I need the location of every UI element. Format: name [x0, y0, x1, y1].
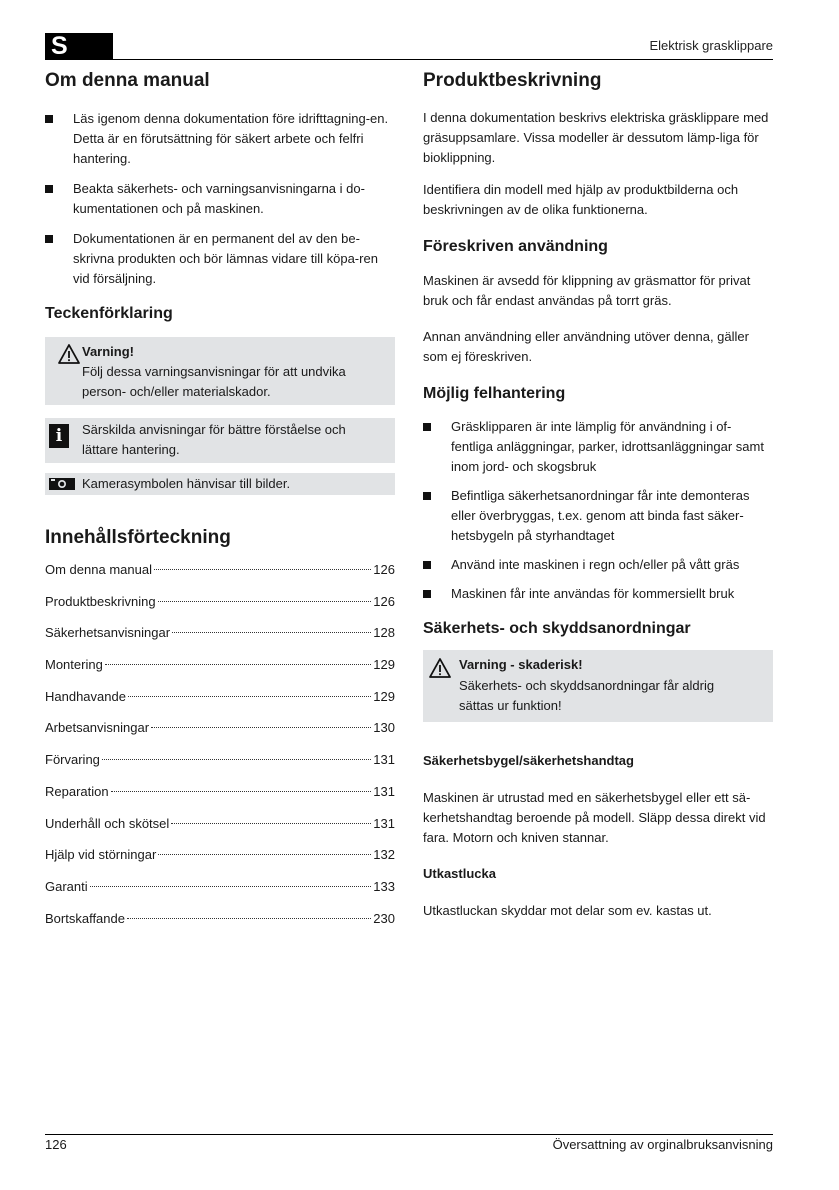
toc-leader: [158, 601, 372, 602]
toc-page: 131: [373, 815, 395, 831]
intended-use-paragraph-1: Maskinen är avsedd för klippning av gräsmattor för privat bruk och får endast användas på torrt gräs.: [423, 273, 751, 308]
info-text: Särskilda anvisningar för bättre förståelse och lättare hantering.: [82, 422, 346, 457]
list-item: Dokumentationen är en permanent del av den be-skrivna produkten och bör lämnas vidare till köpa-ren vid försäljning.: [45, 229, 395, 289]
intended-use-paragraph-2: Annan användning eller användning utöver denna, gäller som ej föreskriven.: [423, 329, 749, 364]
warning-triangle-icon: [58, 344, 80, 364]
toc-title: Arbetsanvisningar: [45, 720, 150, 736]
warning-legend-box: [45, 337, 395, 405]
page-number: 126: [45, 1137, 67, 1152]
list-item: Använd inte maskinen i regn och/eller på vått gräs: [423, 555, 773, 575]
toc-leader: [128, 696, 371, 697]
toc-title: Reparation: [45, 783, 109, 799]
warning-triangle-icon: [429, 658, 451, 678]
safety-warning-text: Säkerhets- och skyddsanordningar får aldrig sättas ur funktion!: [459, 678, 715, 713]
toc-leader: [102, 759, 371, 760]
toc-leader: [171, 823, 371, 824]
toc-title: Hjälp vid störningar: [45, 847, 157, 863]
safety-devices-heading: Säkerhets- och skyddsanordningar: [423, 620, 691, 637]
info-icon: i: [49, 424, 69, 448]
misuse-heading: Möjlig felhantering: [423, 385, 566, 402]
product-paragraph-1: I denna dokumentation beskrivs elektriska gräsklippare med gräsuppsamlare. Vissa modeller är dessutom lämp-liga för bioklippning.: [423, 110, 769, 165]
toc-row[interactable]: [45, 592, 395, 624]
toc-page: 126: [373, 593, 395, 609]
table-of-contents: [45, 560, 395, 940]
toc-page: 131: [373, 783, 395, 799]
language-code: S: [51, 32, 68, 60]
product-heading: Produktbeskrivning: [423, 70, 602, 91]
safety-bar-heading: Säkerhetsbygel/säkerhetshandtag: [423, 753, 634, 768]
toc-leader: [158, 854, 371, 855]
toc-row[interactable]: [45, 560, 395, 592]
warning-title: Varning!: [82, 344, 135, 359]
list-item: Maskinen får inte användas för kommersiellt bruk: [423, 584, 773, 604]
misuse-list: [423, 417, 773, 604]
toc-title: Garanti: [45, 878, 88, 894]
toc-page: 133: [373, 878, 395, 894]
toc-title: Underhåll och skötsel: [45, 815, 170, 831]
toc-heading: Innehållsförteckning: [45, 527, 231, 548]
footer-text: Översattning av orginalbruksanvisning: [552, 1137, 773, 1152]
safety-warning-title: Varning - skaderisk!: [459, 657, 583, 672]
toc-title: Handhavande: [45, 688, 126, 704]
intended-use-heading: Föreskriven användning: [423, 238, 608, 255]
toc-row[interactable]: [45, 814, 395, 846]
camera-legend-box: [45, 473, 395, 495]
list-item: Gräsklipparen är inte lämplig för användning i of-fentliga anläggningar, parker, idrottsanläggningar samt inom jord- och skogsbruk: [423, 417, 773, 477]
product-paragraph-2: Identifiera din modell med hjälp av produktbilderna och beskrivningen av de olika funktionerna.: [423, 182, 739, 217]
toc-page: 131: [373, 752, 395, 768]
about-heading: Om denna manual: [45, 70, 210, 91]
toc-title: Produktbeskrivning: [45, 593, 156, 609]
camera-icon: [49, 478, 75, 490]
toc-row[interactable]: [45, 623, 395, 655]
toc-leader: [151, 727, 371, 728]
discharge-flap-text: Utkastluckan skyddar mot delar som ev. kastas ut.: [423, 903, 712, 918]
list-item: Befintliga säkerhetsanordningar får inte demonteras eller överbryggas, t.ex. genom att binda fast säker-hetsbygeln på styrhandtaget: [423, 486, 773, 546]
info-legend-box: [45, 418, 395, 463]
toc-row[interactable]: [45, 909, 395, 941]
toc-page: 126: [373, 562, 395, 577]
toc-row[interactable]: [45, 750, 395, 782]
language-tab: [45, 33, 113, 60]
toc-row[interactable]: [45, 782, 395, 814]
toc-page: 129: [373, 688, 395, 704]
legend-heading: Teckenförklaring: [45, 305, 173, 322]
safety-bar-text: Maskinen är utrustad med en säkerhetsbygel eller ett sä-kerhetshandtag beroende på modell. Släpp dessa direkt vid fara. Motorn och kniven stannar.: [423, 790, 766, 845]
header-rule: [113, 59, 773, 60]
toc-title: Säkerhetsanvisningar: [45, 625, 171, 641]
toc-row[interactable]: [45, 687, 395, 719]
list-item: Läs igenom denna dokumentation före idrifttagning-en. Detta är en förutsättning för säkert arbete och felfri hantering.: [45, 109, 395, 169]
toc-title: Montering: [45, 657, 103, 673]
toc-leader: [172, 632, 371, 633]
footer-rule: [45, 1134, 773, 1135]
toc-row[interactable]: [45, 655, 395, 687]
about-list: [45, 109, 395, 289]
toc-row[interactable]: [45, 877, 395, 909]
toc-leader: [90, 886, 372, 887]
toc-title: Förvaring: [45, 752, 100, 768]
toc-leader: [111, 791, 372, 792]
toc-leader: [127, 918, 371, 919]
toc-page: 230: [373, 910, 395, 926]
camera-text: Kamerasymbolen hänvisar till bilder.: [82, 476, 291, 491]
safety-warning-box: [423, 650, 773, 722]
toc-row[interactable]: [45, 845, 395, 877]
toc-page: 128: [373, 625, 395, 641]
running-title: Elektrisk grasklippare: [649, 38, 773, 53]
toc-leader: [105, 664, 371, 665]
left-column: [45, 68, 395, 940]
toc-page: 130: [373, 720, 395, 736]
list-item: Beakta säkerhets- och varningsanvisningarna i do-kumentationen och på maskinen.: [45, 179, 395, 219]
right-column: [423, 68, 773, 921]
toc-row[interactable]: [45, 718, 395, 750]
warning-text: Följ dessa varningsanvisningar för att undvika person- och/eller materialskador.: [82, 364, 346, 399]
toc-title: Om denna manual: [45, 562, 152, 577]
toc-page: 132: [373, 847, 395, 863]
toc-page: 129: [373, 657, 395, 673]
discharge-flap-heading: Utkastlucka: [423, 866, 496, 881]
toc-title: Bortskaffande: [45, 910, 125, 926]
toc-leader: [154, 569, 371, 570]
